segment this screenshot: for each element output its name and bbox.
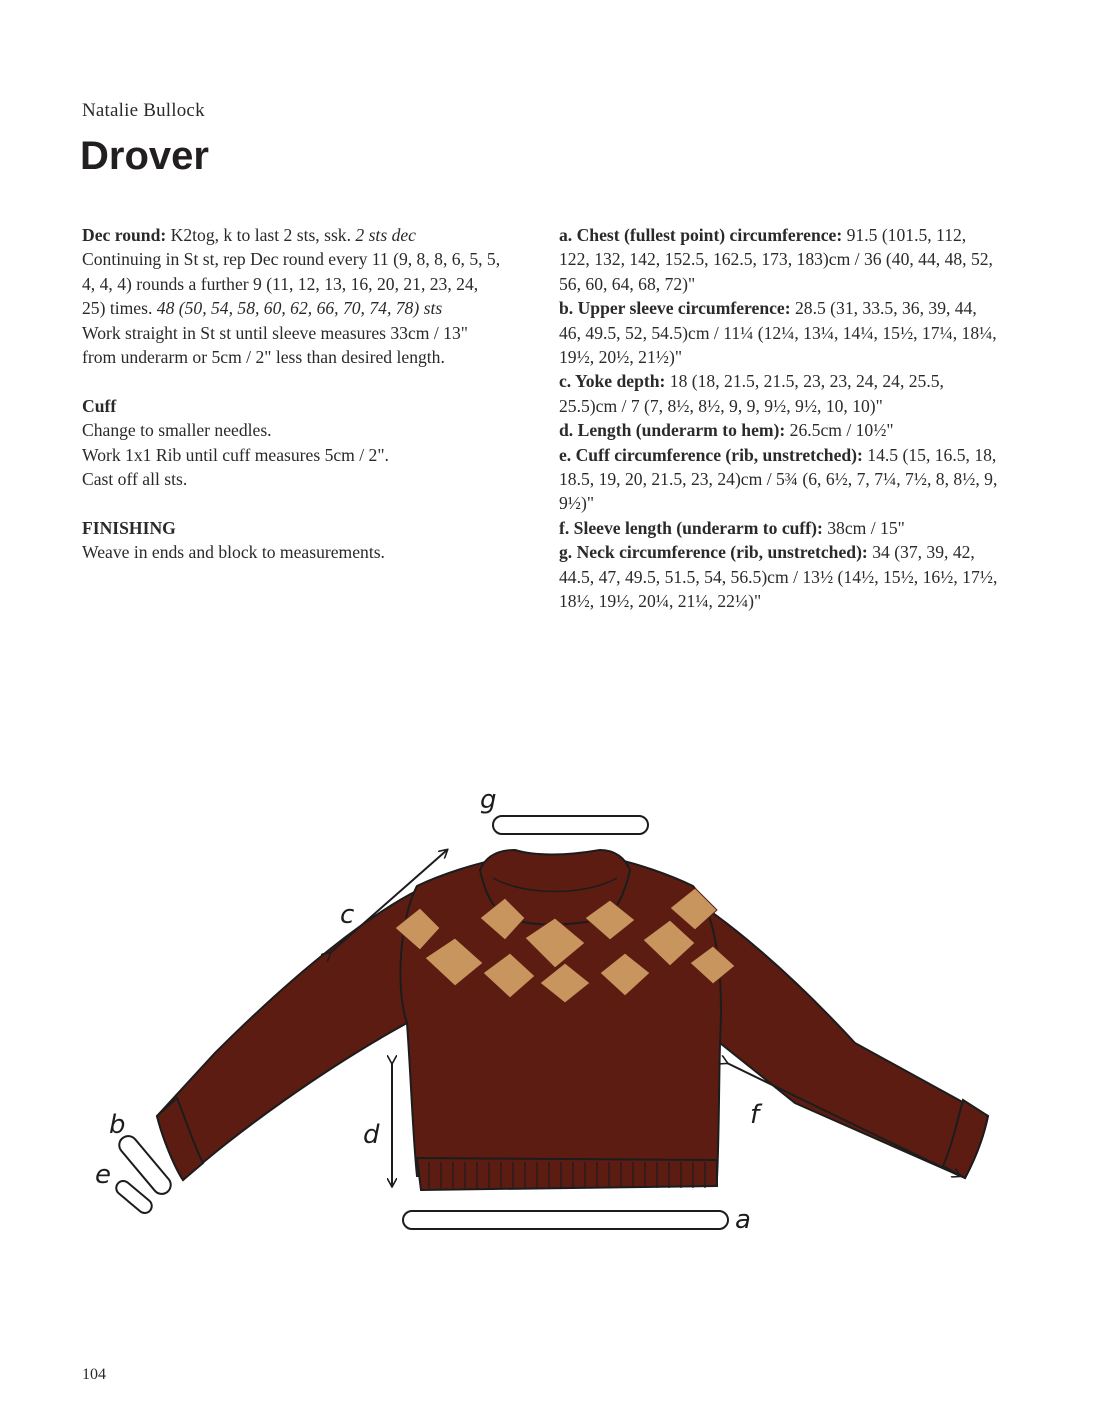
label-c: c — [340, 900, 355, 930]
measurement-item: d. Length (underarm to hem): 26.5cm / 10½" — [559, 420, 894, 441]
dec-round-paragraph — [82, 223, 502, 247]
finishing-text: Weave in ends and block to measurements. — [82, 542, 385, 563]
cuff-heading: Cuff — [82, 395, 117, 416]
label-b: b — [109, 1110, 126, 1140]
neck-measure-g — [493, 816, 648, 834]
continuing-text: Continuing in St st, rep Dec round every 11 (9, 8, 8, 6, 5, 5, 4, 4, 4) rounds a further 9 (11, 12, 13, 16, 20, 21, 23, 24, 25) times. — [82, 249, 501, 319]
label-a: a — [735, 1205, 751, 1235]
pattern-title: Drover — [80, 134, 209, 178]
cuff-line: Work 1x1 Rib until cuff measures 5cm / 2". — [82, 444, 389, 465]
cuff-line: Cast off all sts. — [82, 469, 188, 490]
chest-measure-a — [403, 1211, 728, 1229]
measurement-item: c. Yoke depth: 18 (18, 21.5, 21.5, 23, 23, 24, 24, 25.5, 25.5)cm / 7 (7, 8½, 8½, 9, 9, 9½, 9½, 10, 10)" — [559, 371, 944, 416]
measurement-item: a. Chest (fullest point) circumference: 91.5 (101.5, 112, 122, 132, 142, 152.5, 162.5, 173, 183)cm / 36 (40, 44, 48, 52, 56, 60, 64, 68, 72)" — [559, 225, 993, 294]
measurement-item: b. Upper sleeve circumference: 28.5 (31, 33.5, 36, 39, 44, 46, 49.5, 52, 54.5)cm / 11¼ (12¼, 13¼, 14¼, 15½, 17¼, 18¼, 19½, 20½, 21½)" — [559, 298, 997, 368]
dec-round-note: 2 sts dec — [355, 225, 416, 245]
dec-round-text: K2tog, k to last 2 sts, ssk. — [166, 225, 356, 245]
instructions-column — [82, 223, 502, 565]
hem-ribbing — [417, 1158, 717, 1190]
measurement-item: g. Neck circumference (rib, unstretched): 34 (37, 39, 42, 44.5, 47, 49.5, 51.5, 54, 56.5)cm / 13½ (14½, 15½, 16½, 17½, 18½, 19½, 20¼, 21¼, 22¼)" — [559, 542, 998, 612]
continuing-paragraph — [82, 247, 502, 320]
label-f: f — [750, 1100, 760, 1130]
page-number: 104 — [82, 1366, 106, 1383]
measurement-item: e. Cuff circumference (rib, unstretched): 14.5 (15, 16.5, 18, 18.5, 19, 20, 21.5, 23, 24)cm / 5¾ (6, 6½, 7, 7¼, 7½, 8, 8½, 9, 9½)" — [559, 444, 998, 514]
finishing-heading: FINISHING — [82, 517, 176, 538]
measurements-column — [559, 223, 999, 614]
stitch-count: 48 (50, 54, 58, 60, 62, 66, 70, 74, 78) sts — [156, 298, 443, 319]
cuff-line: Change to smaller needles. — [82, 420, 272, 441]
author-name: Natalie Bullock — [82, 100, 205, 121]
label-d: d — [363, 1120, 380, 1150]
label-g: g — [480, 785, 497, 815]
measurement-item: f. Sleeve length (underarm to cuff): 38cm / 15" — [559, 517, 905, 538]
work-straight-paragraph: Work straight in St st until sleeve measures 33cm / 13" from underarm or 5cm / 2" less than desired length. — [82, 322, 468, 368]
label-e: e — [95, 1160, 111, 1190]
dec-round-label: Dec round: — [82, 225, 167, 245]
sweater-schematic — [95, 778, 1005, 1258]
